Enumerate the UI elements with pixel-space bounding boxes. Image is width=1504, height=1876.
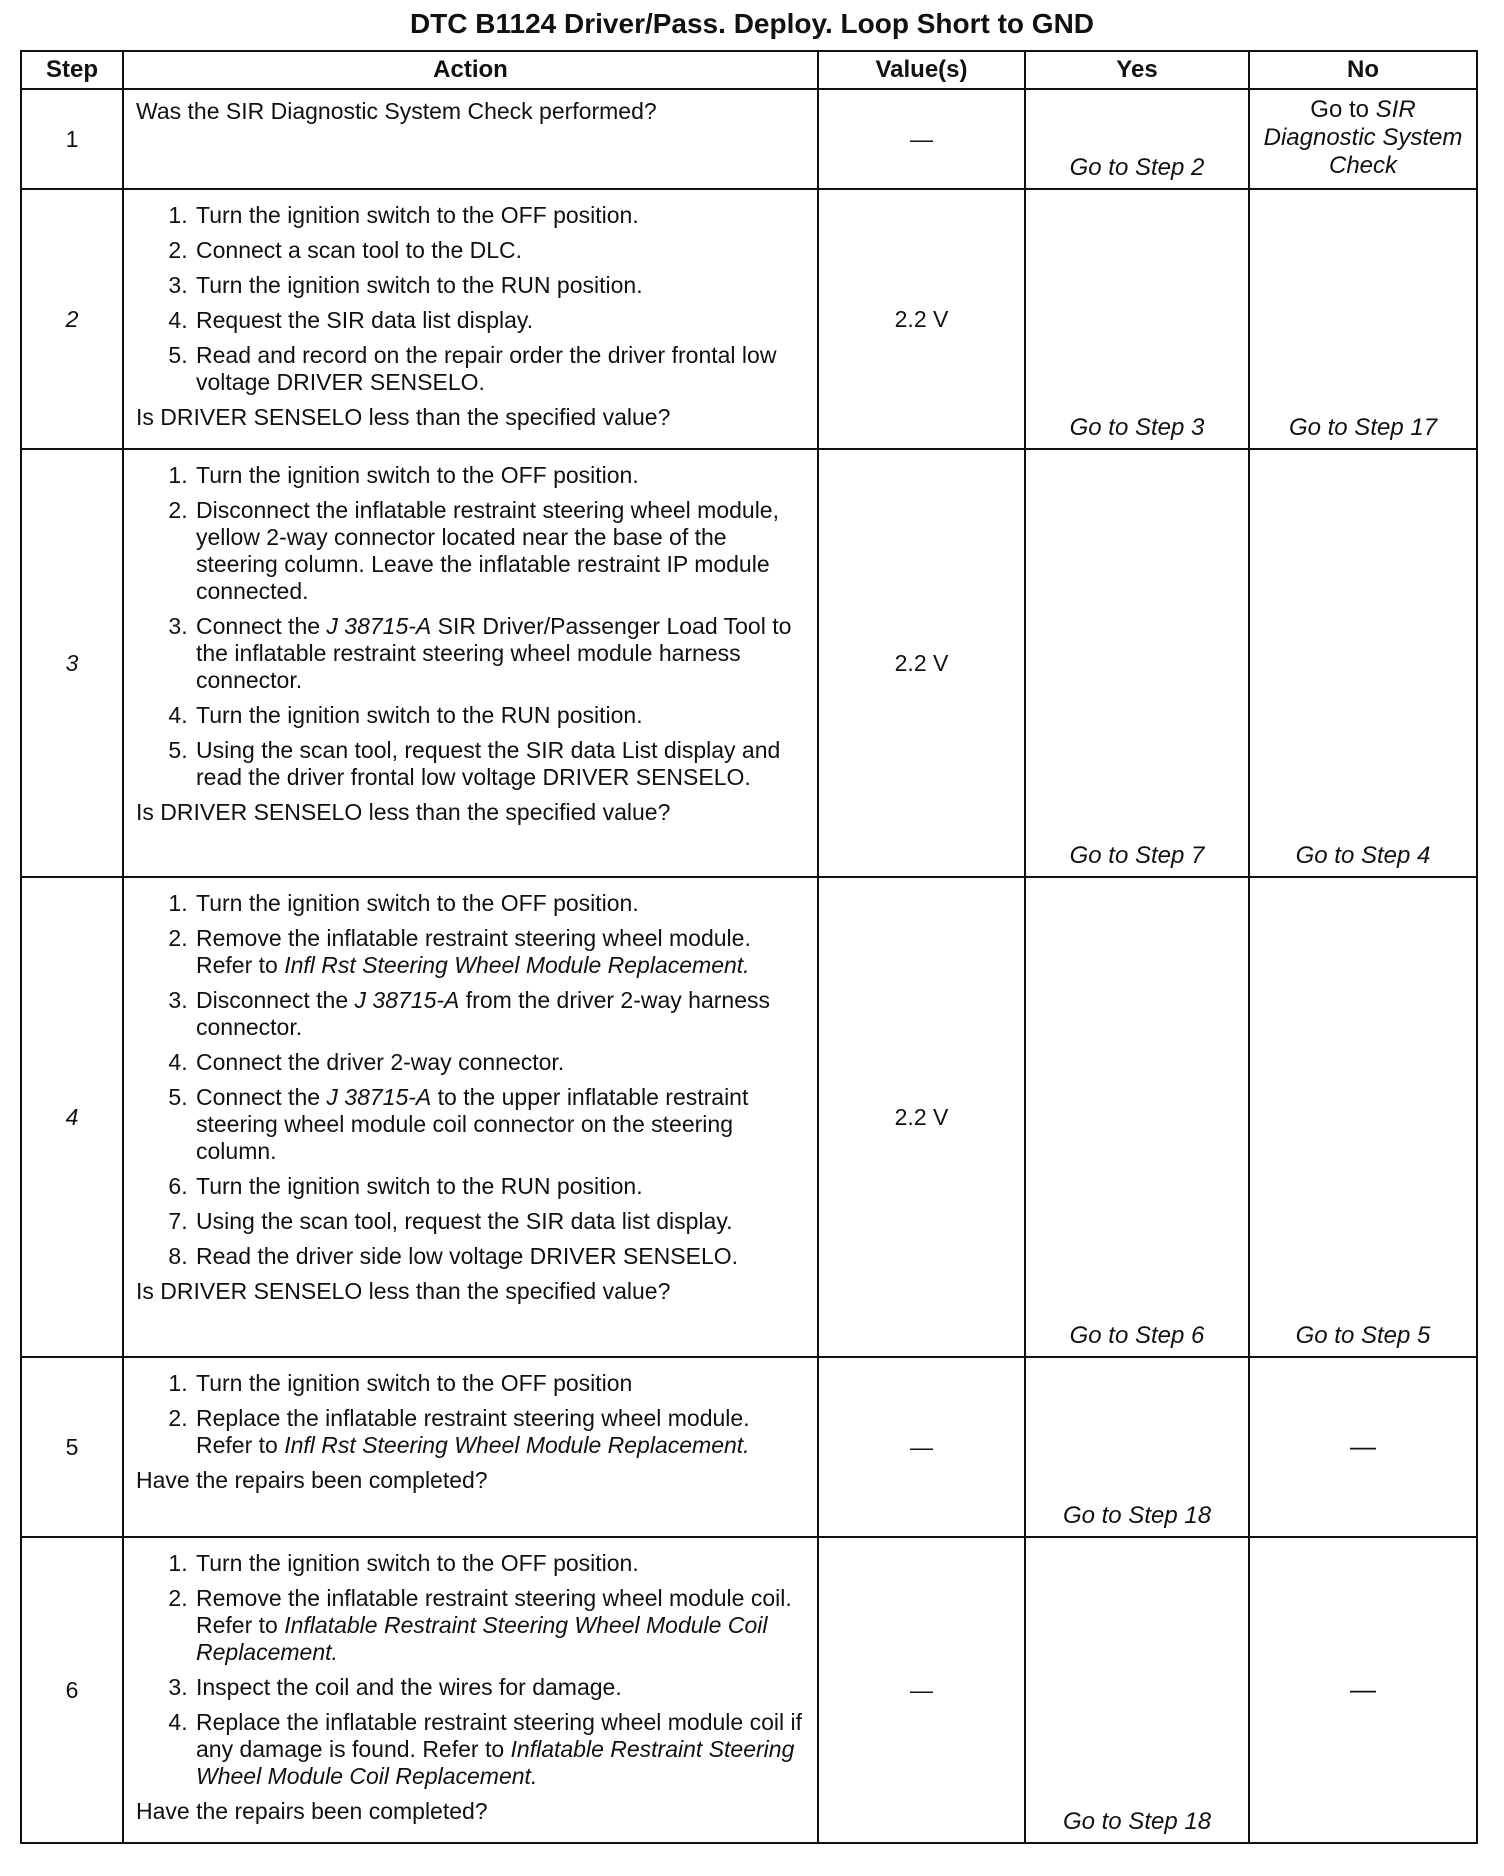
step-cell: 1 xyxy=(21,89,123,189)
reference-text[interactable]: J 38715-A xyxy=(326,613,432,639)
action-step-item xyxy=(194,1370,805,1397)
value-cell: — xyxy=(818,89,1025,189)
reference-text[interactable]: Inflatable Restraint Steering Wheel Module Coil Replacement. xyxy=(196,1612,768,1665)
action-question: Was the SIR Diagnostic System Check performed? xyxy=(136,98,657,124)
reference-text[interactable]: Infl Rst Steering Wheel Module Replacement. xyxy=(284,1432,750,1458)
value-cell: — xyxy=(818,1537,1025,1843)
yes-cell: Go to Step 2 xyxy=(1025,89,1249,189)
value-cell: 2.2 V xyxy=(818,877,1025,1357)
no-cell: Go to Step 4 xyxy=(1249,449,1477,877)
instruction-text: Read the driver side low voltage DRIVER SENSELO. xyxy=(196,1243,739,1269)
instruction-text: Replace the inflatable restraint steering wheel module coil if any damage is found. Refer to xyxy=(196,1709,802,1762)
header-step: Step xyxy=(21,51,123,89)
action-list xyxy=(136,202,805,396)
action-list xyxy=(136,1550,805,1790)
action-step-item xyxy=(194,1084,805,1165)
yes-cell: Go to Step 6 xyxy=(1025,877,1249,1357)
instruction-text: Connect the xyxy=(196,1084,327,1110)
action-cell xyxy=(123,89,818,189)
instruction-text: Read and record on the repair order the driver frontal low voltage DRIVER SENSELO. xyxy=(196,342,777,395)
table-row xyxy=(21,877,1477,1357)
action-step-item xyxy=(194,237,805,264)
action-step-item xyxy=(194,1405,805,1459)
action-step-item xyxy=(194,1550,805,1577)
table-row xyxy=(21,1357,1477,1537)
no-cell: Go to Step 17 xyxy=(1249,189,1477,449)
action-step-item xyxy=(194,613,805,694)
table-body xyxy=(21,89,1477,1843)
action-step-item xyxy=(194,462,805,489)
no-cell: — xyxy=(1249,1357,1477,1537)
action-step-item xyxy=(194,1173,805,1200)
table-row xyxy=(21,1537,1477,1843)
action-list xyxy=(136,890,805,1270)
header-action: Action xyxy=(123,51,818,89)
action-cell xyxy=(123,877,818,1357)
instruction-text: Remove the inflatable restraint steering wheel module. Refer to xyxy=(196,925,751,978)
action-cell xyxy=(123,1357,818,1537)
action-cell xyxy=(123,449,818,877)
instruction-text: Turn the ignition switch to the OFF position. xyxy=(196,1550,639,1576)
instruction-text: Remove the inflatable restraint steering wheel module coil. Refer to xyxy=(196,1585,792,1638)
instruction-text: to the upper inflatable restraint steering wheel module coil connector on the steering column. xyxy=(196,1084,749,1164)
action-step-item xyxy=(194,497,805,605)
instruction-text: Turn the ignition switch to the RUN position. xyxy=(196,1173,643,1199)
action-step-item xyxy=(194,342,805,396)
diagnostic-table xyxy=(20,50,1478,1844)
yes-cell: Go to Step 18 xyxy=(1025,1537,1249,1843)
action-cell xyxy=(123,189,818,449)
action-step-item xyxy=(194,1709,805,1790)
yes-cell: Go to Step 3 xyxy=(1025,189,1249,449)
instruction-text: from the driver 2-way harness connector. xyxy=(196,987,771,1040)
instruction-text: Turn the ignition switch to the RUN position. xyxy=(196,702,643,728)
step-cell: 3 xyxy=(21,449,123,877)
action-step-item xyxy=(194,1243,805,1270)
action-cell xyxy=(123,1537,818,1843)
action-question: Have the repairs been completed? xyxy=(136,1798,488,1824)
step-cell: 5 xyxy=(21,1357,123,1537)
instruction-text: Connect the driver 2-way connector. xyxy=(196,1049,565,1075)
action-step-item xyxy=(194,1674,805,1701)
action-step-item xyxy=(194,307,805,334)
instruction-text: Disconnect the xyxy=(196,987,355,1013)
instruction-text: Turn the ignition switch to the OFF position. xyxy=(196,202,639,228)
action-step-item xyxy=(194,272,805,299)
action-step-item xyxy=(194,202,805,229)
instruction-text: Disconnect the inflatable restraint steering wheel module, yellow 2-way connector located near the base of the steering column. Leave the inflatable restraint IP module connected. xyxy=(196,497,779,604)
step-cell: 2 xyxy=(21,189,123,449)
reference-text[interactable]: J 38715-A xyxy=(326,1084,432,1110)
action-step-item xyxy=(194,1585,805,1666)
table-row xyxy=(21,449,1477,877)
instruction-text: Turn the ignition switch to the OFF position. xyxy=(196,890,639,916)
instruction-text: Replace the inflatable restraint steering wheel module. Refer to xyxy=(196,1405,750,1458)
reference-text[interactable]: Inflatable Restraint Steering Wheel Module Coil Replacement. xyxy=(196,1736,795,1789)
no-cell xyxy=(1249,89,1477,189)
action-list xyxy=(136,462,805,791)
instruction-text: Turn the ignition switch to the OFF position xyxy=(196,1370,633,1396)
instruction-text: Connect a scan tool to the DLC. xyxy=(196,237,523,263)
instruction-text: SIR Driver/Passenger Load Tool to the inflatable restraint steering wheel module harness connector. xyxy=(196,613,792,693)
reference-text[interactable]: Infl Rst Steering Wheel Module Replacement. xyxy=(284,952,750,978)
yes-cell: Go to Step 7 xyxy=(1025,449,1249,877)
no-prefix: Go to xyxy=(1310,96,1376,123)
action-step-item xyxy=(194,737,805,791)
instruction-text: Using the scan tool, request the SIR data List display and read the driver frontal low voltage DRIVER SENSELO. xyxy=(196,737,781,790)
page-title: DTC B1124 Driver/Pass. Deploy. Loop Short to GND xyxy=(409,8,1095,39)
action-question: Is DRIVER SENSELO less than the specified value? xyxy=(136,799,671,825)
step-cell: 6 xyxy=(21,1537,123,1843)
no-cell: — xyxy=(1249,1537,1477,1843)
value-cell: 2.2 V xyxy=(818,189,1025,449)
action-question: Is DRIVER SENSELO less than the specified value? xyxy=(136,1278,671,1304)
table-header-row xyxy=(21,51,1477,89)
no-link[interactable]: SIR Diagnostic System Check xyxy=(1263,96,1463,179)
yes-cell: Go to Step 18 xyxy=(1025,1357,1249,1537)
reference-text[interactable]: J 38715-A xyxy=(354,987,460,1013)
value-cell: — xyxy=(818,1357,1025,1537)
instruction-text: Inspect the coil and the wires for damage. xyxy=(196,1674,622,1700)
action-question: Have the repairs been completed? xyxy=(136,1467,488,1493)
instruction-text: Turn the ignition switch to the RUN position. xyxy=(196,272,643,298)
action-list xyxy=(136,1370,805,1459)
header-yes: Yes xyxy=(1025,51,1249,89)
instruction-text: Using the scan tool, request the SIR data list display. xyxy=(196,1208,733,1234)
action-step-item xyxy=(194,702,805,729)
action-step-item xyxy=(194,987,805,1041)
instruction-text: Connect the xyxy=(196,613,327,639)
step-cell: 4 xyxy=(21,877,123,1357)
table-row xyxy=(21,89,1477,189)
instruction-text: Turn the ignition switch to the OFF position. xyxy=(196,462,639,488)
action-step-item xyxy=(194,890,805,917)
action-step-item xyxy=(194,1049,805,1076)
table-row xyxy=(21,189,1477,449)
no-cell: Go to Step 5 xyxy=(1249,877,1477,1357)
header-values: Value(s) xyxy=(818,51,1025,89)
instruction-text: Request the SIR data list display. xyxy=(196,307,534,333)
header-no: No xyxy=(1249,51,1477,89)
action-step-item xyxy=(194,1208,805,1235)
action-step-item xyxy=(194,925,805,979)
action-question: Is DRIVER SENSELO less than the specified value? xyxy=(136,404,671,430)
value-cell: 2.2 V xyxy=(818,449,1025,877)
